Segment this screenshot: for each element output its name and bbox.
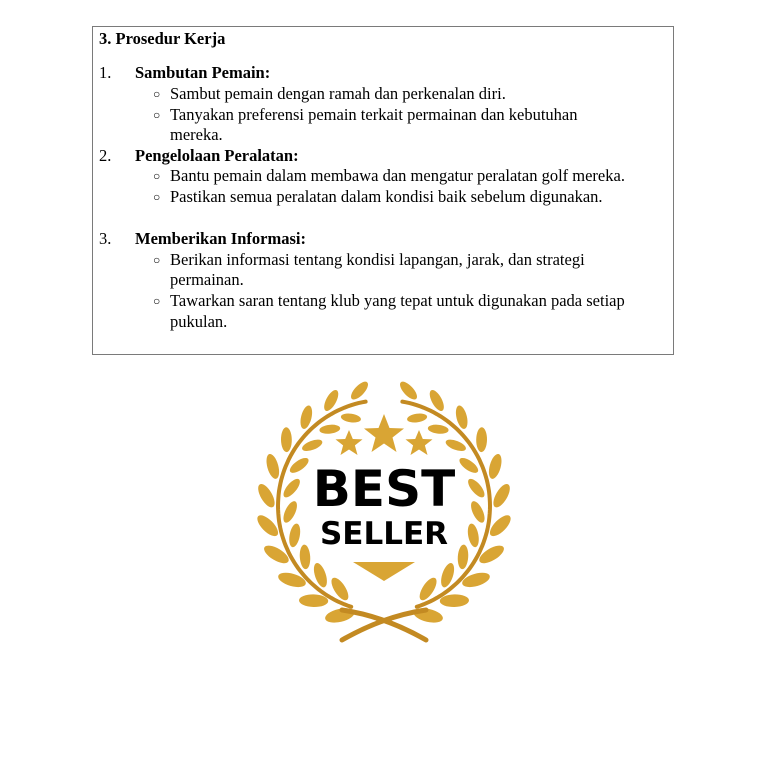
bullet-icon: ○ [153, 87, 161, 101]
laurel-leaf-icon [440, 594, 470, 607]
laurel-leaf-icon [299, 544, 311, 569]
laurel-leaf-icon [319, 424, 341, 435]
laurel-leaf-icon [397, 379, 420, 402]
item-heading-2: Pengelolaan Peralatan: [135, 146, 299, 165]
laurel-leaf-icon [427, 424, 449, 435]
bullet-text: Bantu pemain dalam membawa dan mengatur peralatan golf mereka. [170, 166, 625, 185]
bullet-icon: ○ [153, 190, 161, 204]
bullet-icon: ○ [153, 169, 161, 183]
procedure-section [92, 26, 674, 355]
bullet-text: Sambut pemain dengan ramah dan perkenalan diri. [170, 84, 506, 103]
item-number-3: 3. [99, 229, 112, 248]
laurel-leaf-icon [348, 379, 371, 402]
laurel-leaf-icon [486, 453, 503, 481]
laurel-leaf-icon [281, 427, 292, 452]
bullet-text-continued: mereka. [170, 125, 223, 144]
laurel-leaf-icon [476, 427, 487, 452]
wreath-stem-cross [342, 610, 426, 640]
star-icon [406, 430, 433, 455]
item-number-2: 2. [99, 146, 112, 165]
laurel-leaf-icon [444, 437, 467, 453]
star-icon [336, 430, 363, 455]
laurel-leaf-icon [299, 594, 329, 607]
laurel-leaf-icon [287, 523, 302, 548]
laurel-leaf-icon [264, 453, 281, 481]
best-seller-badge [250, 378, 518, 648]
item-number-1: 1. [99, 63, 112, 82]
laurel-leaf-icon [457, 544, 469, 569]
laurel-leaf-icon [340, 412, 361, 423]
laurel-wreath-icon [250, 378, 518, 648]
laurel-leaf-icon [255, 482, 278, 510]
bullet-text: Tanyakan preferensi pemain terkait permainan dan kebutuhan [170, 105, 578, 124]
laurel-leaf-icon [281, 476, 303, 500]
star-icon [364, 414, 404, 452]
bullet-text: Tawarkan saran tentang klub yang tepat untuk digunakan pada setiap [170, 291, 625, 310]
laurel-leaf-icon [301, 437, 324, 453]
laurel-leaf-icon [468, 499, 487, 524]
bullet-icon: ○ [153, 108, 161, 122]
item-heading-3: Memberikan Informasi: [135, 229, 306, 248]
bullet-text-continued: permainan. [170, 270, 244, 289]
laurel-leaf-icon [465, 476, 487, 500]
badge-line-best: BEST [312, 460, 456, 518]
chevron-down-icon [353, 562, 415, 581]
bullet-text: Pastikan semua peralatan dalam kondisi baik sebelum digunakan. [170, 187, 603, 206]
item-heading-1: Sambutan Pemain: [135, 63, 271, 82]
bullet-text-continued: pukulan. [170, 312, 228, 331]
laurel-leaf-icon [281, 499, 300, 524]
laurel-leaf-icon [406, 412, 427, 423]
bullet-icon: ○ [153, 253, 161, 267]
laurel-leaf-icon [466, 523, 481, 548]
bullet-icon: ○ [153, 294, 161, 308]
section-title: 3. Prosedur Kerja [99, 29, 226, 48]
laurel-leaf-icon [490, 482, 513, 510]
bullet-text: Berikan informasi tentang kondisi lapangan, jarak, dan strategi [170, 250, 585, 269]
badge-line-seller: SELLER [319, 516, 449, 552]
